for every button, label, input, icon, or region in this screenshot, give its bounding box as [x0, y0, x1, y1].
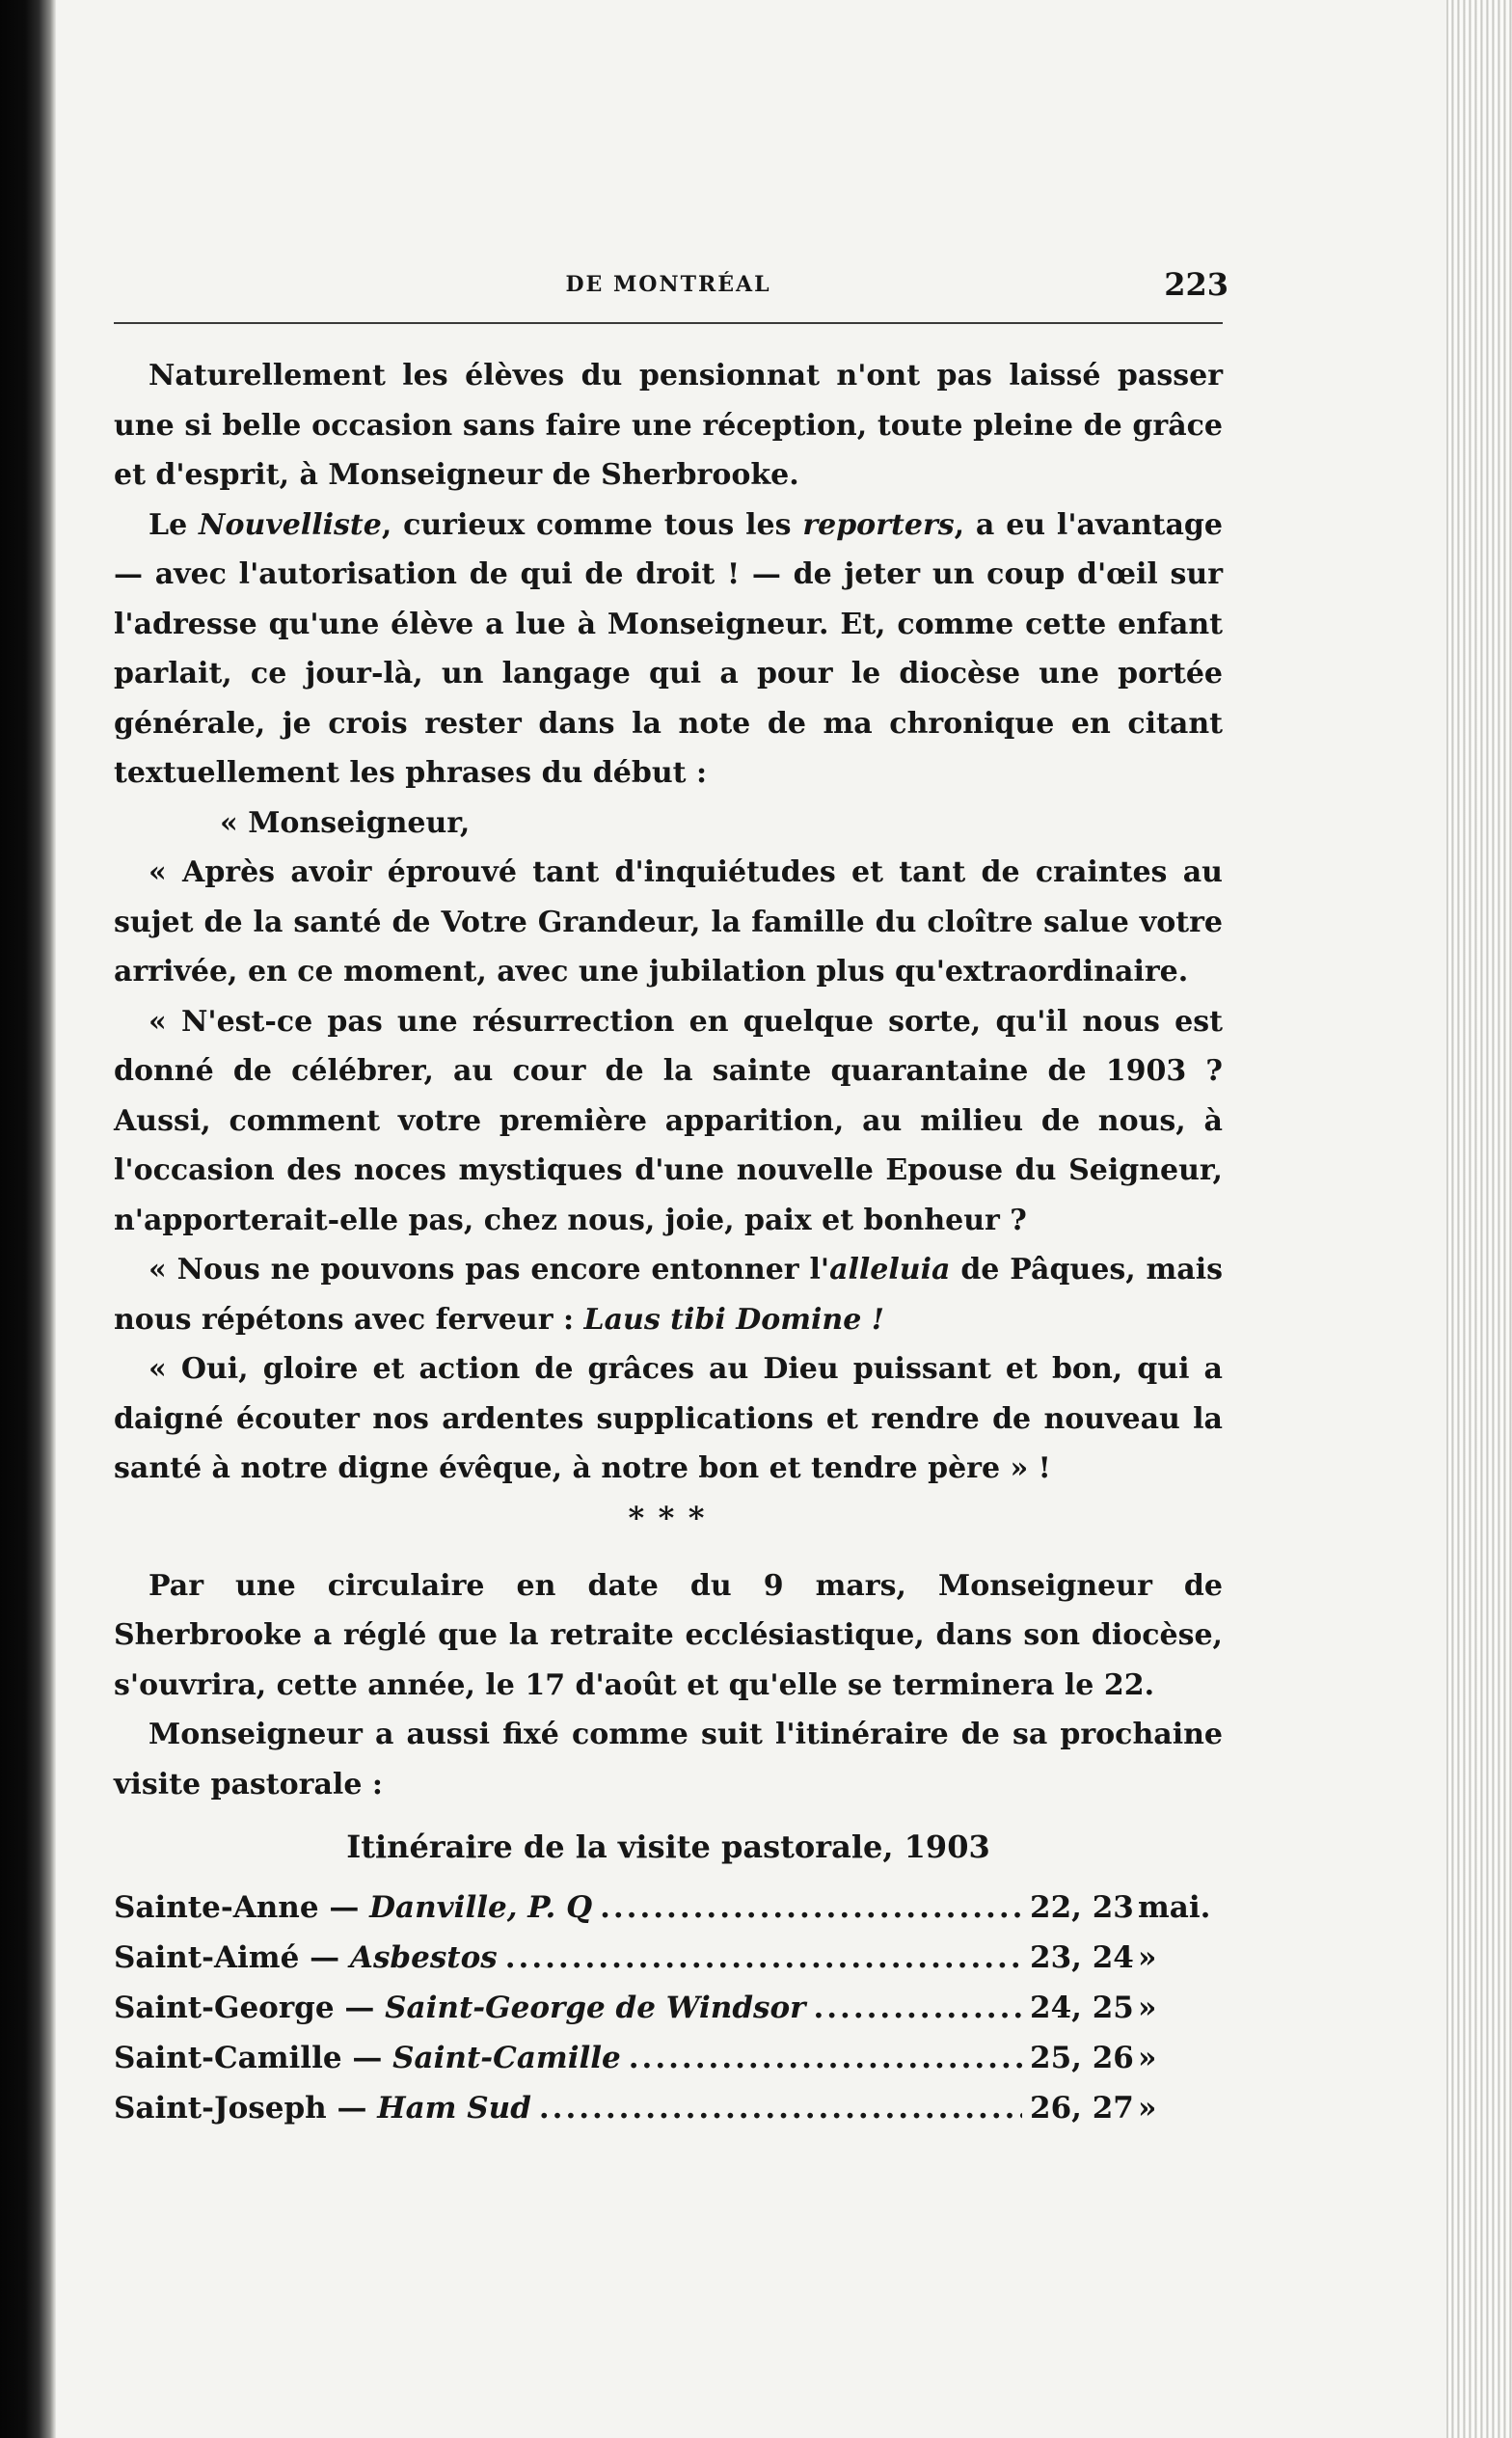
place-name: Ham Sud: [377, 2091, 531, 2126]
paragraph: Monseigneur a aussi fixé comme suit l'itinéraire de sa prochaine visite pastorale :: [114, 1718, 1223, 1801]
quote-paragraph: « Oui, gloire et action de grâces au Dieu puissant et bon, qui a daigné écouter nos ardentes supplications et rendre de nouveau la santé à notre digne évêque, à notre bon et tendre père » !: [114, 1352, 1223, 1485]
quote-salutation: « Monseigneur,: [220, 805, 471, 840]
dot-leader: [600, 1883, 1022, 1933]
paragraph: Par une circulaire en date du 9 mars, Monseigneur de Sherbrooke a réglé que la retraite ecclésiastique, dans son diocèse, s'ouvrira, cette année, le 17 d'août et qu'elle se terminera le 22.: [114, 1568, 1223, 1702]
paragraph: Naturellement les élèves du pensionnat n'ont pas laissé passer une si belle occasion sans faire une réception, toute pleine de grâce et d'esprit, à Monseigneur de Sherbrooke.: [114, 359, 1223, 492]
place-name: Saint-Camille: [392, 2041, 621, 2075]
visit-month: »: [1138, 2041, 1157, 2075]
paragraph: Le Nouvelliste, curieux comme tous les reporters, a eu l'avantage — avec l'autorisation de qui de droit ! — de jeter un coup d'œil sur l'adresse qu'une élève a lue à Monseigneur. Et, comme cette enfant parlait, ce jour-là, un langage qui a pour le diocèse une portée générale, je crois rester dans la note de ma chronique en citant textuellement les phrases du début :: [114, 507, 1223, 790]
dot-leader: [629, 2033, 1022, 2083]
parish-name: Saint-Aimé —: [114, 1940, 350, 1975]
page-number: 223: [1164, 266, 1228, 303]
visit-dates: 25, 26: [1030, 2041, 1134, 2075]
parish-name: Saint-George —: [114, 1991, 386, 2025]
quote-paragraph: « Nous ne pouvons pas encore entonner l'alleluia de Pâques, mais nous répétons avec ferveur : Laus tibi Domine !: [114, 1253, 1224, 1337]
visit-month: »: [1138, 1991, 1157, 2025]
parish-name: Saint-Camille —: [114, 2041, 393, 2075]
running-head: DE MONTRÉAL: [565, 272, 771, 297]
itinerary-row: [114, 1933, 1223, 1983]
visit-dates: 22, 23: [1030, 1890, 1134, 1925]
dot-leader: [813, 1983, 1022, 2033]
visit-dates: 24, 25: [1030, 1991, 1134, 2025]
itinerary-row: [114, 2083, 1223, 2133]
section-asterism: * * *: [628, 1499, 709, 1536]
parish-name: Saint-Joseph —: [114, 2091, 378, 2126]
visit-month: »: [1138, 1940, 1157, 1975]
visit-dates: 26, 27: [1030, 2091, 1134, 2126]
place-name: Danville, P. Q: [369, 1890, 593, 1925]
visit-dates: 23, 24: [1030, 1940, 1134, 1975]
itinerary-title: Itinéraire de la visite pastorale, 1903: [346, 1828, 990, 1865]
italic-latin: Laus tibi Domine !: [583, 1302, 884, 1337]
quote-paragraph: « N'est-ce pas une résurrection en quelque sorte, qu'il nous est donné de célébrer, au cour de la sainte quarantaine de 1903 ? Aussi, comment votre première apparition, au milieu de nous, à l'occasion des noces mystiques d'une nouvelle Epouse du Seigneur, n'apporterait-elle pas, chez nous, joie, paix et bonheur ?: [114, 1004, 1223, 1237]
italic-title: Nouvelliste: [199, 507, 382, 542]
dot-leader: [539, 2083, 1022, 2133]
quote-paragraph: « Après avoir éprouvé tant d'inquiétudes et tant de craintes au sujet de la santé de Votre Grandeur, la famille du cloître salue votre arrivée, en ce moment, avec une jubilation plus qu'extraordinaire.: [114, 855, 1223, 989]
italic-word: reporters: [802, 507, 955, 542]
page-header: [114, 260, 1228, 324]
book-binding-shadow: [0, 0, 56, 2438]
visit-month: »: [1138, 2091, 1157, 2126]
itinerary-list: [114, 1883, 1223, 2133]
itinerary-row: [114, 2033, 1223, 2083]
parish-name: Sainte-Anne —: [114, 1890, 370, 1925]
dot-leader: [505, 1933, 1022, 1983]
book-page: [114, 260, 1228, 2133]
itinerary-row: [114, 1883, 1223, 1933]
page-stack-edge: [1446, 0, 1512, 2438]
visit-month: mai.: [1138, 1890, 1211, 1925]
itinerary-row: [114, 1983, 1223, 2033]
place-name: Asbestos: [349, 1940, 498, 1975]
italic-word: alleluia: [829, 1253, 951, 1287]
place-name: Saint-George de Windsor: [385, 1991, 806, 2025]
body-text: [114, 351, 1223, 1809]
